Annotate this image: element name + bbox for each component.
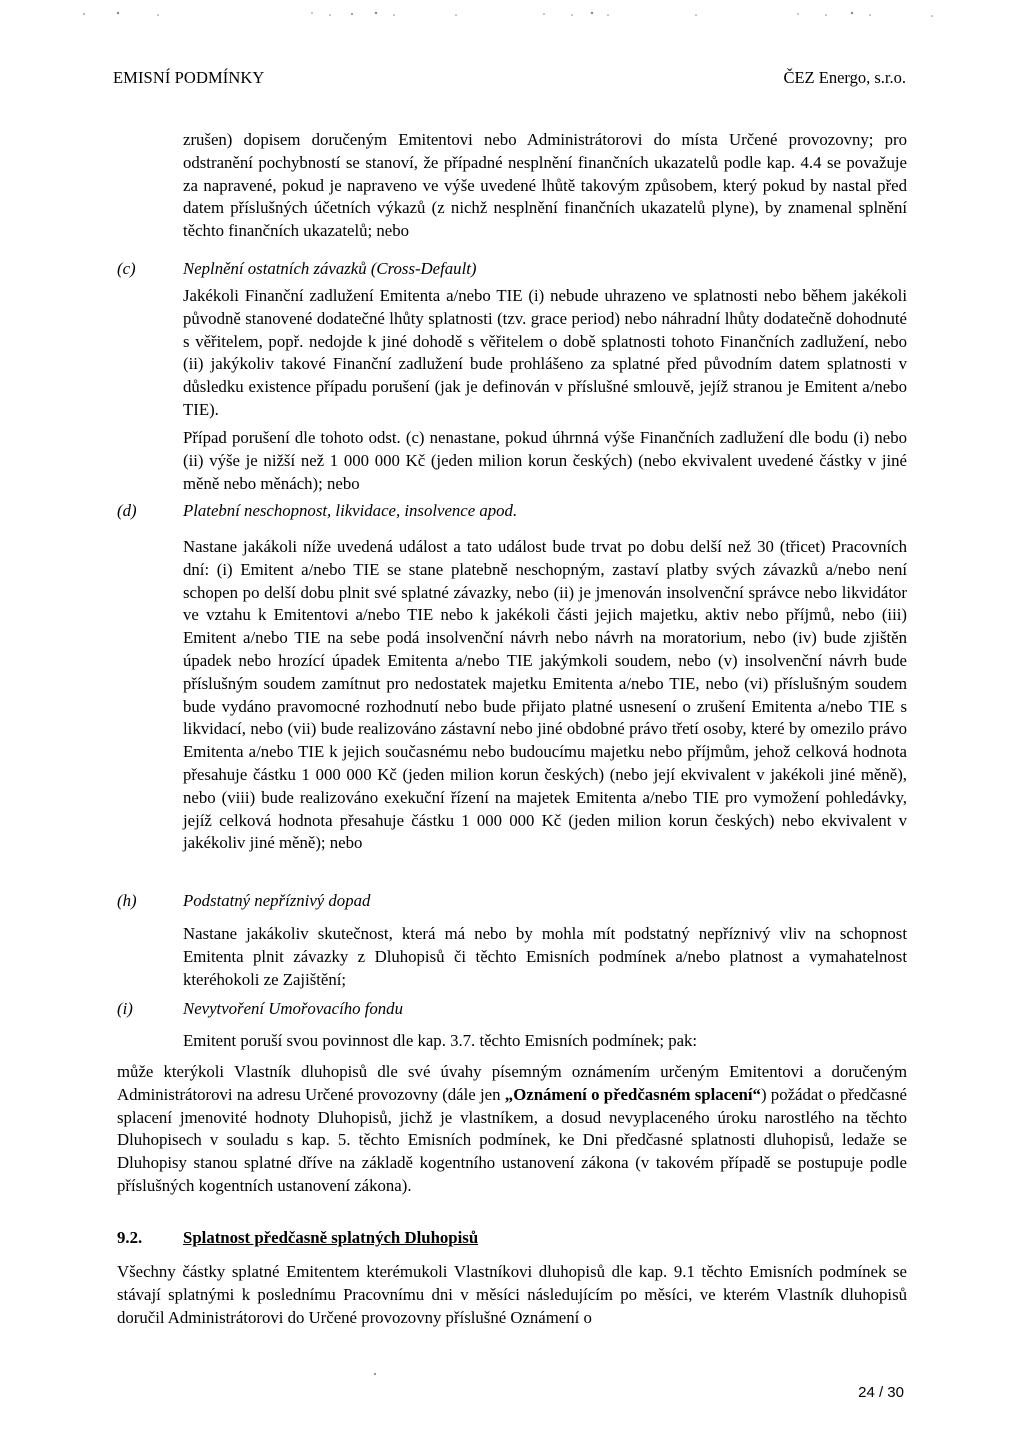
item-h-title: Podstatný nepříznivý dopad bbox=[183, 891, 371, 910]
item-i-title: Nevytvoření Umořovacího fondu bbox=[183, 999, 403, 1018]
header-document-title: EMISNÍ PODMÍNKY bbox=[113, 68, 265, 87]
item-c-title: Neplnění ostatních závazků (Cross-Default) bbox=[183, 259, 477, 278]
item-c-paragraph-1: Jakékoli Finanční zadlužení Emitenta a/nebo TIE (i) nebude uhrazeno ve splatnosti nebo během jakékoli původně stanovené dodatečné lhůty splatnosti (tzv. grace period) nebo náhradní lhůty dodatečně dohodnuté s věřitelem, popř. nedojde k jiné dohodě s věřitelem o době splatnosti tohoto Finančních zadlužení, nebo (ii) jakýkoliv takové Finanční zadlužení bude prohlášeno za splatné před původním datem splatnosti v důsledku existence případu porušení (jak je definován v příslušné smlouvě, jejíž stranou je Emitent a/nebo TIE). bbox=[183, 286, 907, 419]
section-9-2-body: Všechny částky splatné Emitentem kterémukoli Vlastníkovi dluhopisů dle kap. 9.1 těchto Emisních podmínek se stávají splatnými k poslednímu Pracovnímu dni v měsíci následujícím po měsíci, ve kterém Vlastník dluhopisů doručil Administrátorovi do Určené provozovny příslušné Oznámení o bbox=[117, 1262, 907, 1327]
item-h-label: (h) bbox=[117, 891, 137, 910]
item-c-label: (c) bbox=[117, 259, 136, 278]
intro-paragraph: zrušen) dopisem doručeným Emitentovi nebo Administrátorovi do místa Určené provozovny; pro odstranění pochybností se stanoví, že případné nesplnění finančních ukazatelů podle kap. 4.4 se považuje za napravené, pokud je napraveno ve výše uvedené lhůtě takovým způsobem, který pokud by nastal před datem příslušných účetních výkazů (z nichž nesplnění finančních ukazatelů plyne), by znamenal splnění těchto finančních ukazatelů; nebo bbox=[183, 130, 907, 241]
closing-text-start: může kterýkoli Vlastník dluhopisů dle své úvahy písemným oznámením určeným Emitentovi a doručeným Administrátorovi na adresu Určené provozovny (dále jen bbox=[117, 1062, 907, 1104]
item-h-paragraph-1: Nastane jakákoliv skutečnost, která má nebo by mohla mít podstatný nepříznivý vliv na schopnost Emitenta plnit závazky z Dluhopisů či těchto Emisních podmínek a/nebo platnost a vymahatelnost kteréhokoli ze Zajištění; bbox=[183, 924, 907, 989]
closing-paragraph bbox=[117, 1061, 907, 1198]
scan-artifact-dots bbox=[0, 6, 1024, 20]
item-d-label: (d) bbox=[117, 501, 137, 520]
item-i-paragraph-1: Emitent poruší svou povinnost dle kap. 3.7. těchto Emisních podmínek; pak: bbox=[183, 1031, 698, 1050]
item-d-title: Platební neschopnost, likvidace, insolvence apod. bbox=[183, 501, 518, 520]
item-i-label: (i) bbox=[117, 999, 133, 1018]
scan-artifact-dot bbox=[374, 1373, 376, 1375]
header-company-name: ČEZ Energo, s.r.o. bbox=[783, 68, 906, 87]
closing-text-end: ) požádat o předčasné splacení jmenovité hodnoty Dluhopisů, jichž je vlastníkem, a dosud nevyplaceného úroku narostlého na těchto Dluhopisech v souladu s kap. 5. těchto Emisních podmínek, ke Dni předčasné splatnosti dluhopisů, ledaže se Dluhopisy stanou splatné dříve na základě kogentního ustanovení zákona (v takovém případě se postupuje podle příslušných kogentních ustanovení zákona). bbox=[117, 1084, 907, 1195]
defined-term-early-repayment-notice: „Oznámení o předčasném splacení“ bbox=[504, 1084, 761, 1104]
item-c-paragraph-2: Případ porušení dle tohoto odst. (c) nenastane, pokud úhrnná výše Finančních zadlužení dle bodu (i) nebo (ii) výše je nižší než 1 000 000 Kč (jeden milion korun českých) (nebo ekvivalent uvedené částky v jiné měně nebo měnách); nebo bbox=[183, 428, 907, 493]
item-d-paragraph-1: Nastane jakákoli níže uvedená událost a tato událost bude trvat po dobu delší než 30 (třicet) Pracovních dní: (i) Emitent a/nebo TIE se stane platebně neschopným, zastaví platby svých závazků a/nebo není schopen po delší dobu plnit své splatné závazky, nebo (ii) je jmenován insolvenční správce nebo likvidátor ve vztahu k Emitentovi a/nebo TIE nebo k jakékoli části jejich majetku, aktiv nebo příjmů, nebo (iii) Emitent a/nebo TIE na sebe podá insolvenční návrh nebo návrh na moratorium, nebo (iv) bude zjištěn úpadek nebo hrozící úpadek Emitenta a/nebo TIE jakýmkoli soudem, nebo (v) insolvenční návrh bude příslušným soudem zamítnut pro nedostatek majetku Emitenta a/nebo TIE, nebo (vi) příslušným soudem bude vydáno pravomocné rozhodnutí nebo bude přijato platné usnesení o zrušení Emitenta a/nebo TIE s likvidací, nebo (vii) bude realizováno zástavní nebo jiné obdobné právo třetí osoby, které by omezilo právo Emitenta a/nebo TIE k jejich současnému nebo budoucímu majetku nebo příjmům, jehož celková hodnota přesahuje částku 1 000 000 Kč (jeden milion korun českých) (nebo její ekvivalent v jakékoli jiné měně), nebo (viii) bude realizováno exekuční řízení na majetek Emitenta a/nebo TIE pro vymožení pohledávky, jejíž celková hodnota přesahuje částku 1 000 000 Kč (jeden milion korun českých) nebo ekvivalent v jakékoliv jiné měně); nebo bbox=[183, 537, 907, 853]
section-9-2-title: Splatnost předčasně splatných Dluhopisů bbox=[183, 1228, 479, 1247]
page-number: 24 / 30 bbox=[858, 1384, 904, 1401]
section-9-2-number: 9.2. bbox=[117, 1228, 143, 1247]
